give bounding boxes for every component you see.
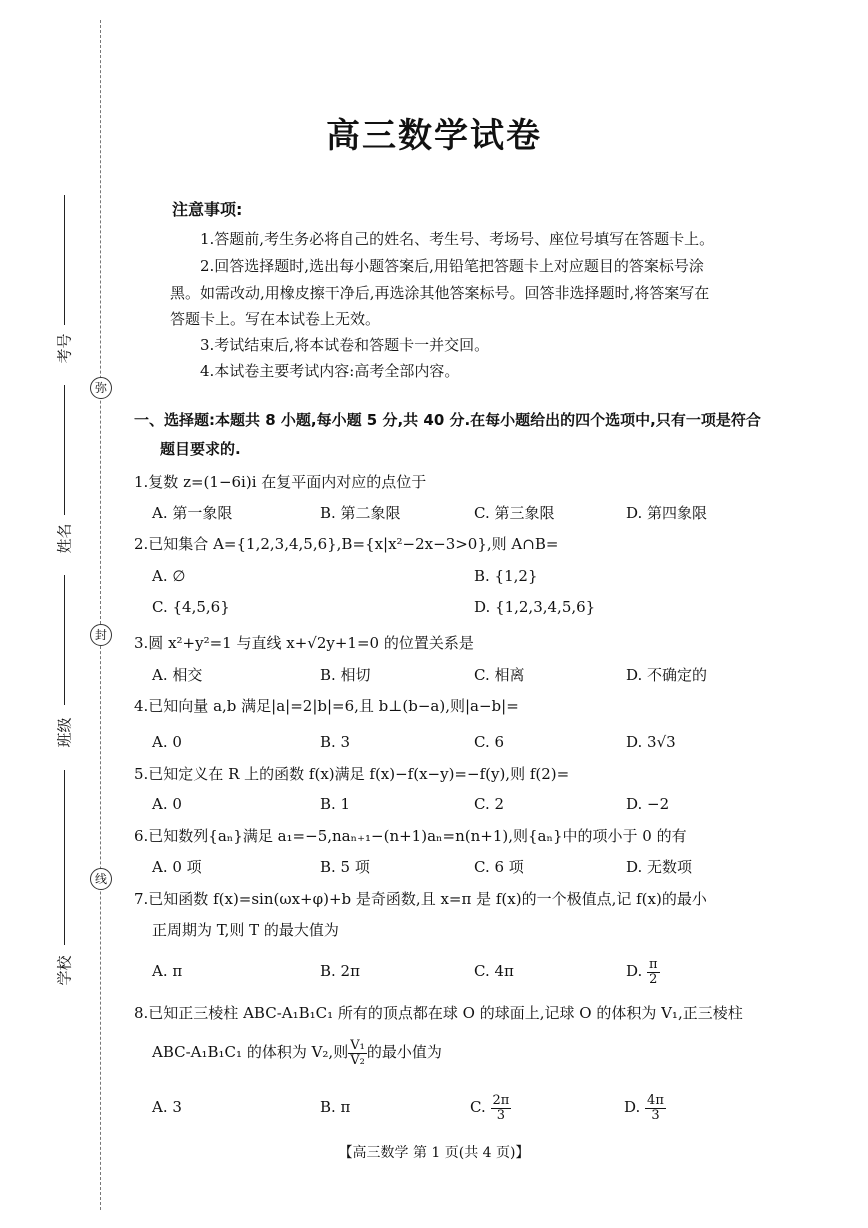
q1-option-c: C. 第三象限 [474,504,555,522]
q7-option-d [626,953,660,989]
q6-option-d: D. 无数项 [626,858,693,876]
q8-option-a: A. 3 [152,1098,182,1116]
notice-heading: 注意事项: [172,200,243,219]
q5-option-c: C. 2 [474,795,505,813]
q4-option-b: B. 3 [320,733,351,751]
q8-d-numerator: 4π [647,1092,664,1108]
q7-d-denominator: 2 [649,971,658,987]
notice-item-1: 1.答题前,考生务必将自己的姓名、考生号、考场号、座位号填写在答题卡上。 [200,230,715,248]
page-footer: 【高三数学 第 1 页(共 4 页)】 [338,1145,530,1161]
q8-d-denominator: 3 [651,1107,660,1123]
q8-option-d-prefix: D. [624,1098,641,1116]
notice-item-2-end: 答题卡上。写在本试卷上无效。 [170,310,381,328]
q2-option-c: C. {4,5,6} [152,598,230,616]
q3-option-c: C. 相离 [474,666,525,684]
q8-option-c-prefix: C. [470,1098,486,1116]
q6-stem: 6.已知数列{aₙ}满足 a₁=−5,naₙ₊₁−(n+1)aₙ=n(n+1),则{aₙ}中的项小于 0 的有 [134,827,687,845]
q2-stem: 2.已知集合 A={1,2,3,4,5,6},B={x|x²−2x−3>0},则 A∩B= [134,535,559,553]
seal-feng: 封 [90,624,112,646]
exam-number-label: 考号 [55,333,74,364]
q4-option-d: D. 3√3 [626,733,676,751]
q8-stem-line1: 8.已知正三棱柱 ABC-A₁B₁C₁ 所有的顶点都在球 O 的球面上,记球 O 的体积为 V₁,正三棱柱 [134,1004,743,1022]
q4-option-c: C. 6 [474,733,505,751]
q8-option-b: B. π [320,1098,351,1116]
q3-option-a: A. 相交 [152,666,203,684]
page-title: 高三数学试卷 [326,116,542,156]
q8-stem-numerator: V₁ [350,1037,365,1053]
notice-item-2: 2.回答选择题时,选出每小题答案后,用铅笔把答题卡上对应题目的答案标号涂 [200,257,704,275]
q5-option-b: B. 1 [320,795,351,813]
q8-option-c [470,1089,511,1125]
q5-stem: 5.已知定义在 R 上的函数 f(x)满足 f(x)−f(x−y)=−f(y),则 f(2)= [134,765,570,783]
q4-option-a: A. 0 [152,733,182,751]
q6-option-c: C. 6 项 [474,858,524,876]
q2-option-a: A. ∅ [152,567,186,585]
exam-number-line [64,195,65,325]
notice-item-2-cont: 黑。如需改动,用橡皮擦干净后,再选涂其他答案标号。回答非选择题时,将答案写在 [170,284,710,302]
q7-option-a: A. π [152,962,183,980]
q7-d-numerator: π [649,956,658,972]
q1-option-b: B. 第二象限 [320,504,401,522]
q7-option-c: C. 4π [474,962,514,980]
seal-mi: 弥 [90,377,112,399]
q8-c-numerator: 2π [492,1092,510,1108]
q7-stem-line2: 正周期为 T,则 T 的最大值为 [152,921,339,939]
q8-option-c-fraction [491,1094,512,1123]
q7-option-d-fraction [647,958,660,987]
notice-item-4: 4.本试卷主要考试内容:高考全部内容。 [200,362,460,380]
name-label: 姓名 [55,523,74,554]
q3-option-b: B. 相切 [320,666,371,684]
q1-option-d: D. 第四象限 [626,504,708,522]
q6-option-b: B. 5 项 [320,858,370,876]
q2-option-d: D. {1,2,3,4,5,6} [474,598,596,616]
q1-option-a: A. 第一象限 [152,504,233,522]
school-label: 学校 [55,955,74,986]
q7-option-d-prefix: D. [626,962,643,980]
q8-stem-post: 的最小值为 [366,1043,442,1061]
q8-stem-pre: ABC-A₁B₁C₁ 的体积为 V₂,则 [152,1043,349,1061]
school-line [64,770,65,945]
q8-stem-line2 [152,1034,442,1070]
q6-option-a: A. 0 项 [152,858,202,876]
q8-option-d-fraction [645,1094,666,1123]
binding-dashed-line [100,20,101,1210]
q7-option-b: B. 2π [320,962,360,980]
notice-item-3: 3.考试结束后,将本试卷和答题卡一并交回。 [200,336,490,354]
q7-stem-line1: 7.已知函数 f(x)=sin(ωx+φ)+b 是奇函数,且 x=π 是 f(x)的一个极值点,记 f(x)的最小 [134,890,707,908]
q1-stem: 1.复数 z=(1−6i)i 在复平面内对应的点位于 [134,473,427,491]
q4-stem: 4.已知向量 a,b 满足|a|=2|b|=6,且 b⊥(b−a),则|a−b|= [134,697,519,715]
q5-option-d: D. −2 [626,795,670,813]
q5-option-a: A. 0 [152,795,182,813]
class-line [64,575,65,705]
q3-option-d: D. 不确定的 [626,666,708,684]
name-line [64,385,65,515]
q8-c-denominator: 3 [496,1107,506,1123]
q8-stem-fraction [348,1039,367,1068]
q8-option-d [624,1089,666,1125]
seal-xian: 线 [90,868,112,890]
q2-option-b: B. {1,2} [474,567,538,585]
section-heading-line2: 题目要求的. [160,440,241,458]
q3-stem: 3.圆 x²+y²=1 与直线 x+√2y+1=0 的位置关系是 [134,634,474,652]
class-label: 班级 [55,717,74,748]
q8-stem-denominator: V₂ [350,1052,365,1068]
section-heading-line1: 一、选择题:本题共 8 小题,每小题 5 分,共 40 分.在每小题给出的四个选项中,只有一项是符合 [134,411,761,429]
